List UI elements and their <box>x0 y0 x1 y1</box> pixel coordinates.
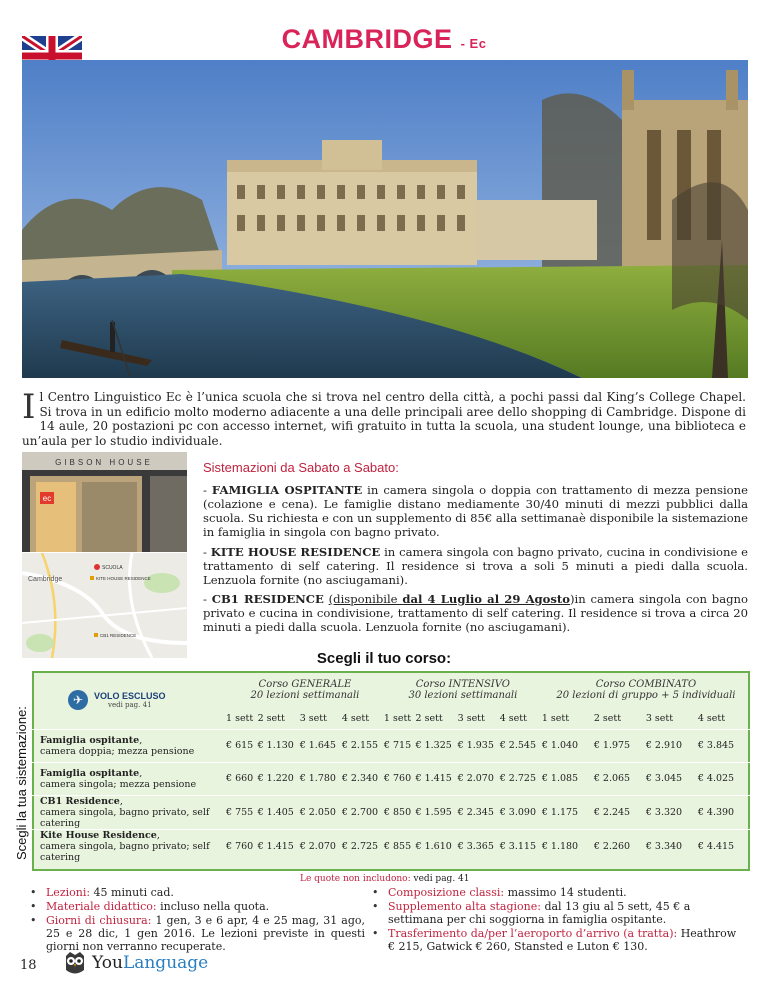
week-header: 2 sett <box>415 713 443 725</box>
price-cell: € 4.390 <box>698 795 750 829</box>
note-key: Lezioni: <box>46 886 91 899</box>
notes-left-list <box>30 886 365 954</box>
note-text: 45 minuti cad. <box>90 886 174 899</box>
price-cell: € 3.340 <box>646 829 698 863</box>
row-label: Kite House Residence, camera singola, bagno privato; self catering <box>32 829 226 863</box>
price-cell: € 3.845 <box>698 729 750 762</box>
location-map <box>22 553 187 658</box>
row-detail: camera singola, bagno privato; self catering <box>40 840 210 863</box>
price-cell: € 2.725 <box>500 762 542 795</box>
price-cell: € 2.910 <box>646 729 698 762</box>
price-cell: € 2.065 <box>594 762 646 795</box>
hero-photo-cambridge <box>22 60 748 378</box>
price-cell: € 1.610 <box>416 829 458 863</box>
group-name: Corso COMBINATO <box>595 679 697 690</box>
price-cell: € 3.320 <box>646 795 698 829</box>
price-cell: € 2.070 <box>458 762 500 795</box>
week-header: 4 sett <box>697 713 726 725</box>
exclusions-ref: vedi pag. 41 <box>413 874 470 884</box>
acc-text: in camera singola con bagno privato, cucina in condivisione e trattamento di self catering. Il residence si trova a soli 5 minuti a piedi dalla scuola. Lenzuola fornite (no asciugamani). <box>203 545 749 587</box>
group-header-generale <box>226 671 384 709</box>
week-header: 2 sett <box>593 713 622 725</box>
price-cell: € 2.700 <box>342 795 384 829</box>
row-label: Famiglia ospitante, camera singola; mezza pensione <box>32 762 226 795</box>
title-subtitle: - Ec <box>460 36 487 51</box>
price-cell: € 3.090 <box>500 795 542 829</box>
week-header: 3 sett <box>457 713 485 725</box>
note-key: Materiale didattico: <box>46 900 157 913</box>
week-header: 1 sett <box>541 713 570 725</box>
group-desc: 20 lezioni di gruppo + 5 individuali <box>556 690 736 701</box>
price-cell: € 760 <box>226 829 258 863</box>
intro-paragraph <box>22 387 746 448</box>
week-header: 3 sett <box>645 713 674 725</box>
week-header: 1 sett <box>226 713 254 725</box>
map-label-cb1: CB1 RESIDENCE <box>100 633 137 638</box>
price-cell: € 2.155 <box>342 729 384 762</box>
price-cell: € 1.040 <box>542 729 594 762</box>
notes-right-list <box>372 886 742 954</box>
acc-name: CB1 RESIDENCE <box>211 592 324 606</box>
price-cell: € 3.045 <box>646 762 698 795</box>
airplane-icon: ✈ <box>68 690 88 710</box>
row-name: Kite House Residence <box>40 829 157 841</box>
accommodation-item-kite: - KITE HOUSE RESIDENCE in camera singola con bagno privato, cucina in condivisione e trattamento di self catering. Il residence si trova a soli 5 minuti a piedi dalla scuola. Lenzuola fornite (no asciugamani). <box>203 545 749 587</box>
price-cell: € 660 <box>226 762 258 795</box>
courses-title: Scegli il tuo corso: <box>316 650 452 667</box>
map-label-city: Cambridge <box>28 576 63 583</box>
row-detail: camera singola, bagno privato, self catering <box>40 806 210 829</box>
note-text: massimo 14 studenti. <box>504 886 627 899</box>
acc-paren: (disponibile <box>328 592 403 606</box>
exclusions-note <box>300 874 470 884</box>
table-row <box>32 829 750 863</box>
price-cell: € 2.340 <box>342 762 384 795</box>
price-cell: € 755 <box>226 795 258 829</box>
map-label-school: SCUOLA <box>102 565 123 571</box>
price-cell: € 2.050 <box>300 795 342 829</box>
price-cell: € 4.415 <box>698 829 750 863</box>
price-cell: € 2.070 <box>300 829 342 863</box>
price-cell: € 1.130 <box>258 729 300 762</box>
intro-dropcap: I <box>22 387 36 427</box>
row-name: Famiglia ospitante <box>40 734 140 746</box>
price-cell: € 615 <box>226 729 258 762</box>
week-header: 4 sett <box>341 713 370 725</box>
price-cell: € 1.415 <box>416 762 458 795</box>
week-header: 4 sett <box>499 713 527 725</box>
price-cell: € 850 <box>384 795 416 829</box>
price-cell: € 4.025 <box>698 762 750 795</box>
group-name: Corso GENERALE <box>258 679 352 690</box>
note-text: 1 gen, 3 e 6 apr, 4 e 25 mag, 31 ago, 25 e 28 dic, 1 gen 2016. Le lezioni previste in questi giorni non verranno recuperate. <box>46 914 365 953</box>
price-cell: € 1.975 <box>594 729 646 762</box>
price-cell: € 760 <box>384 762 416 795</box>
intro-text: l Centro Linguistico Ec è l’unica scuola che si trova nel centro della città, a pochi passi dal King’s College Chapel. Si trova in un edificio molto moderno adiacente a una delle principali aree dello shopping di Cambridge. Dispone di 14 aule, 20 postazioni pc con accesso internet, wifi gratuito in tutta la scuola, una student lounge, una biblioteca e un’aula per lo studio individuale. <box>22 390 746 448</box>
price-cell: € 1.180 <box>542 829 594 863</box>
acc-text: )in camera singola con bagno privato e cucina in condivisione, trattamento di self catering. Il residence si trova a circa 20 minuti a piedi dalla scuola. Lenzuola fornite (no asciugamani). <box>203 592 748 634</box>
table-row <box>32 795 750 829</box>
volo-ref: vedi pag. 41 <box>107 700 152 709</box>
price-table <box>32 671 750 863</box>
price-cell: € 3.115 <box>500 829 542 863</box>
list-item <box>30 886 365 899</box>
list-item <box>372 900 742 926</box>
gibson-house-photo <box>22 452 187 552</box>
accommodation-title: Sistemazioni da Sabato a Sabato: <box>203 460 399 475</box>
gibson-sign-text: GIBSON HOUSE <box>55 458 153 467</box>
volo-cell <box>32 671 226 729</box>
table-row <box>32 729 750 762</box>
list-item <box>30 900 365 913</box>
week-header: 3 sett <box>299 713 327 725</box>
price-cell: € 2.245 <box>594 795 646 829</box>
list-item <box>372 927 742 953</box>
map-label-kite: KITE HOUSE RESIDENCE <box>96 576 151 581</box>
row-label: Famiglia ospitante, camera doppia; mezza pensione <box>32 729 226 762</box>
note-key: Supplemento alta stagione: <box>388 900 541 913</box>
price-cell: € 3.365 <box>458 829 500 863</box>
page-title <box>0 24 768 55</box>
brand-language: Language <box>122 953 209 973</box>
acc-text: in camera singola o doppia con trattamento di mezza pensione (colazione e cena). Le famiglie distano mediamente 30/40 minuti di mezzi pubblici dalla scuola. Su richiesta e con un supplemento di 85€ alla settimanaè disponibile la sistemazione in famiglia in singola con bagno privato. <box>203 483 748 539</box>
price-cell: € 1.595 <box>416 795 458 829</box>
week-header: 1 sett <box>383 713 412 725</box>
price-cell: € 1.780 <box>300 762 342 795</box>
acc-name: FAMIGLIA OSPITANTE <box>211 483 363 497</box>
group-header-combinato <box>542 671 750 709</box>
ec-logo-text: ec <box>42 494 52 503</box>
price-cell: € 2.725 <box>342 829 384 863</box>
price-cell: € 2.545 <box>500 729 542 762</box>
acc-dates: dal 4 Luglio al 29 Agosto <box>402 592 571 606</box>
table-row <box>32 762 750 795</box>
note-key: Trasferimento da/per l’aeroporto d’arrivo (a tratta): <box>388 927 678 940</box>
price-cell: € 855 <box>384 829 416 863</box>
note-text: incluso nella quota. <box>156 900 270 913</box>
row-label: CB1 Residence, camera singola, bagno privato, self catering <box>32 795 226 829</box>
group-desc: 20 lezioni settimanali <box>250 690 360 701</box>
accommodation-item-famiglia: - FAMIGLIA OSPITANTE in camera singola o doppia con trattamento di mezza pensione (colazione e cena). Le famiglie distano mediamente 30/40 minuti di mezzi pubblici dalla scuola. Su richiesta e con un supplemento di 85€ alla settimanaè disponibile la sistemazione in famiglia in singola con bagno privato. <box>203 483 748 539</box>
volo-label: VOLO ESCLUSO <box>94 690 166 701</box>
price-rows <box>32 729 750 863</box>
note-key: Composizione classi: <box>388 886 505 899</box>
price-cell: € 1.645 <box>300 729 342 762</box>
side-label-accommodation: Scegli la tua sistemazione: <box>14 706 29 860</box>
price-cell: € 1.175 <box>542 795 594 829</box>
price-cell: € 2.345 <box>458 795 500 829</box>
week-header: 2 sett <box>257 713 285 725</box>
brand-you: You <box>92 953 123 973</box>
note-text: dal 13 giu al 5 sett, 45 € a settimana per chi soggiorna in famiglia ospitante. <box>388 900 691 926</box>
note-key: Giorni di chiusura: <box>46 914 152 927</box>
price-cell: € 1.085 <box>542 762 594 795</box>
price-cell: € 2.260 <box>594 829 646 863</box>
price-cell: € 1.935 <box>458 729 500 762</box>
youlanguage-logo <box>62 950 208 976</box>
group-header-intensivo <box>384 671 542 709</box>
row-detail: camera singola; mezza pensione <box>40 778 197 790</box>
price-cell: € 715 <box>384 729 416 762</box>
title-main: CAMBRIDGE <box>281 24 453 54</box>
acc-name: KITE HOUSE RESIDENCE <box>210 545 381 559</box>
row-name: Famiglia ospitante <box>40 767 140 779</box>
price-cell: € 1.405 <box>258 795 300 829</box>
group-name: Corso INTENSIVO <box>415 679 510 690</box>
price-cell: € 1.415 <box>258 829 300 863</box>
row-detail: camera doppia; mezza pensione <box>40 745 195 757</box>
exclusions-label: Le quote non includono: <box>300 874 411 884</box>
volo-escluso-badge <box>32 690 226 710</box>
list-item <box>30 914 365 953</box>
accommodation-item-cb1: - CB1 RESIDENCE (disponibile dal 4 Luglio al 29 Agosto)in camera singola con bagno privato e cucina in condivisione, trattamento di self catering. Il residence si trova a circa 20 minuti a piedi dalla scuola. Lenzuola fornite (no asciugamani). <box>203 592 748 634</box>
table-group-header-row <box>32 671 750 709</box>
group-desc: 30 lezioni settimanali <box>408 690 518 701</box>
price-cell: € 1.325 <box>416 729 458 762</box>
row-name: CB1 Residence <box>40 795 120 807</box>
list-item <box>372 886 742 899</box>
owl-icon <box>62 950 88 976</box>
price-cell: € 1.220 <box>258 762 300 795</box>
note-text: Heathrow € 215, Gatwick € 260, Stansted e Luton € 130. <box>388 927 737 953</box>
page-number: 18 <box>20 958 37 973</box>
